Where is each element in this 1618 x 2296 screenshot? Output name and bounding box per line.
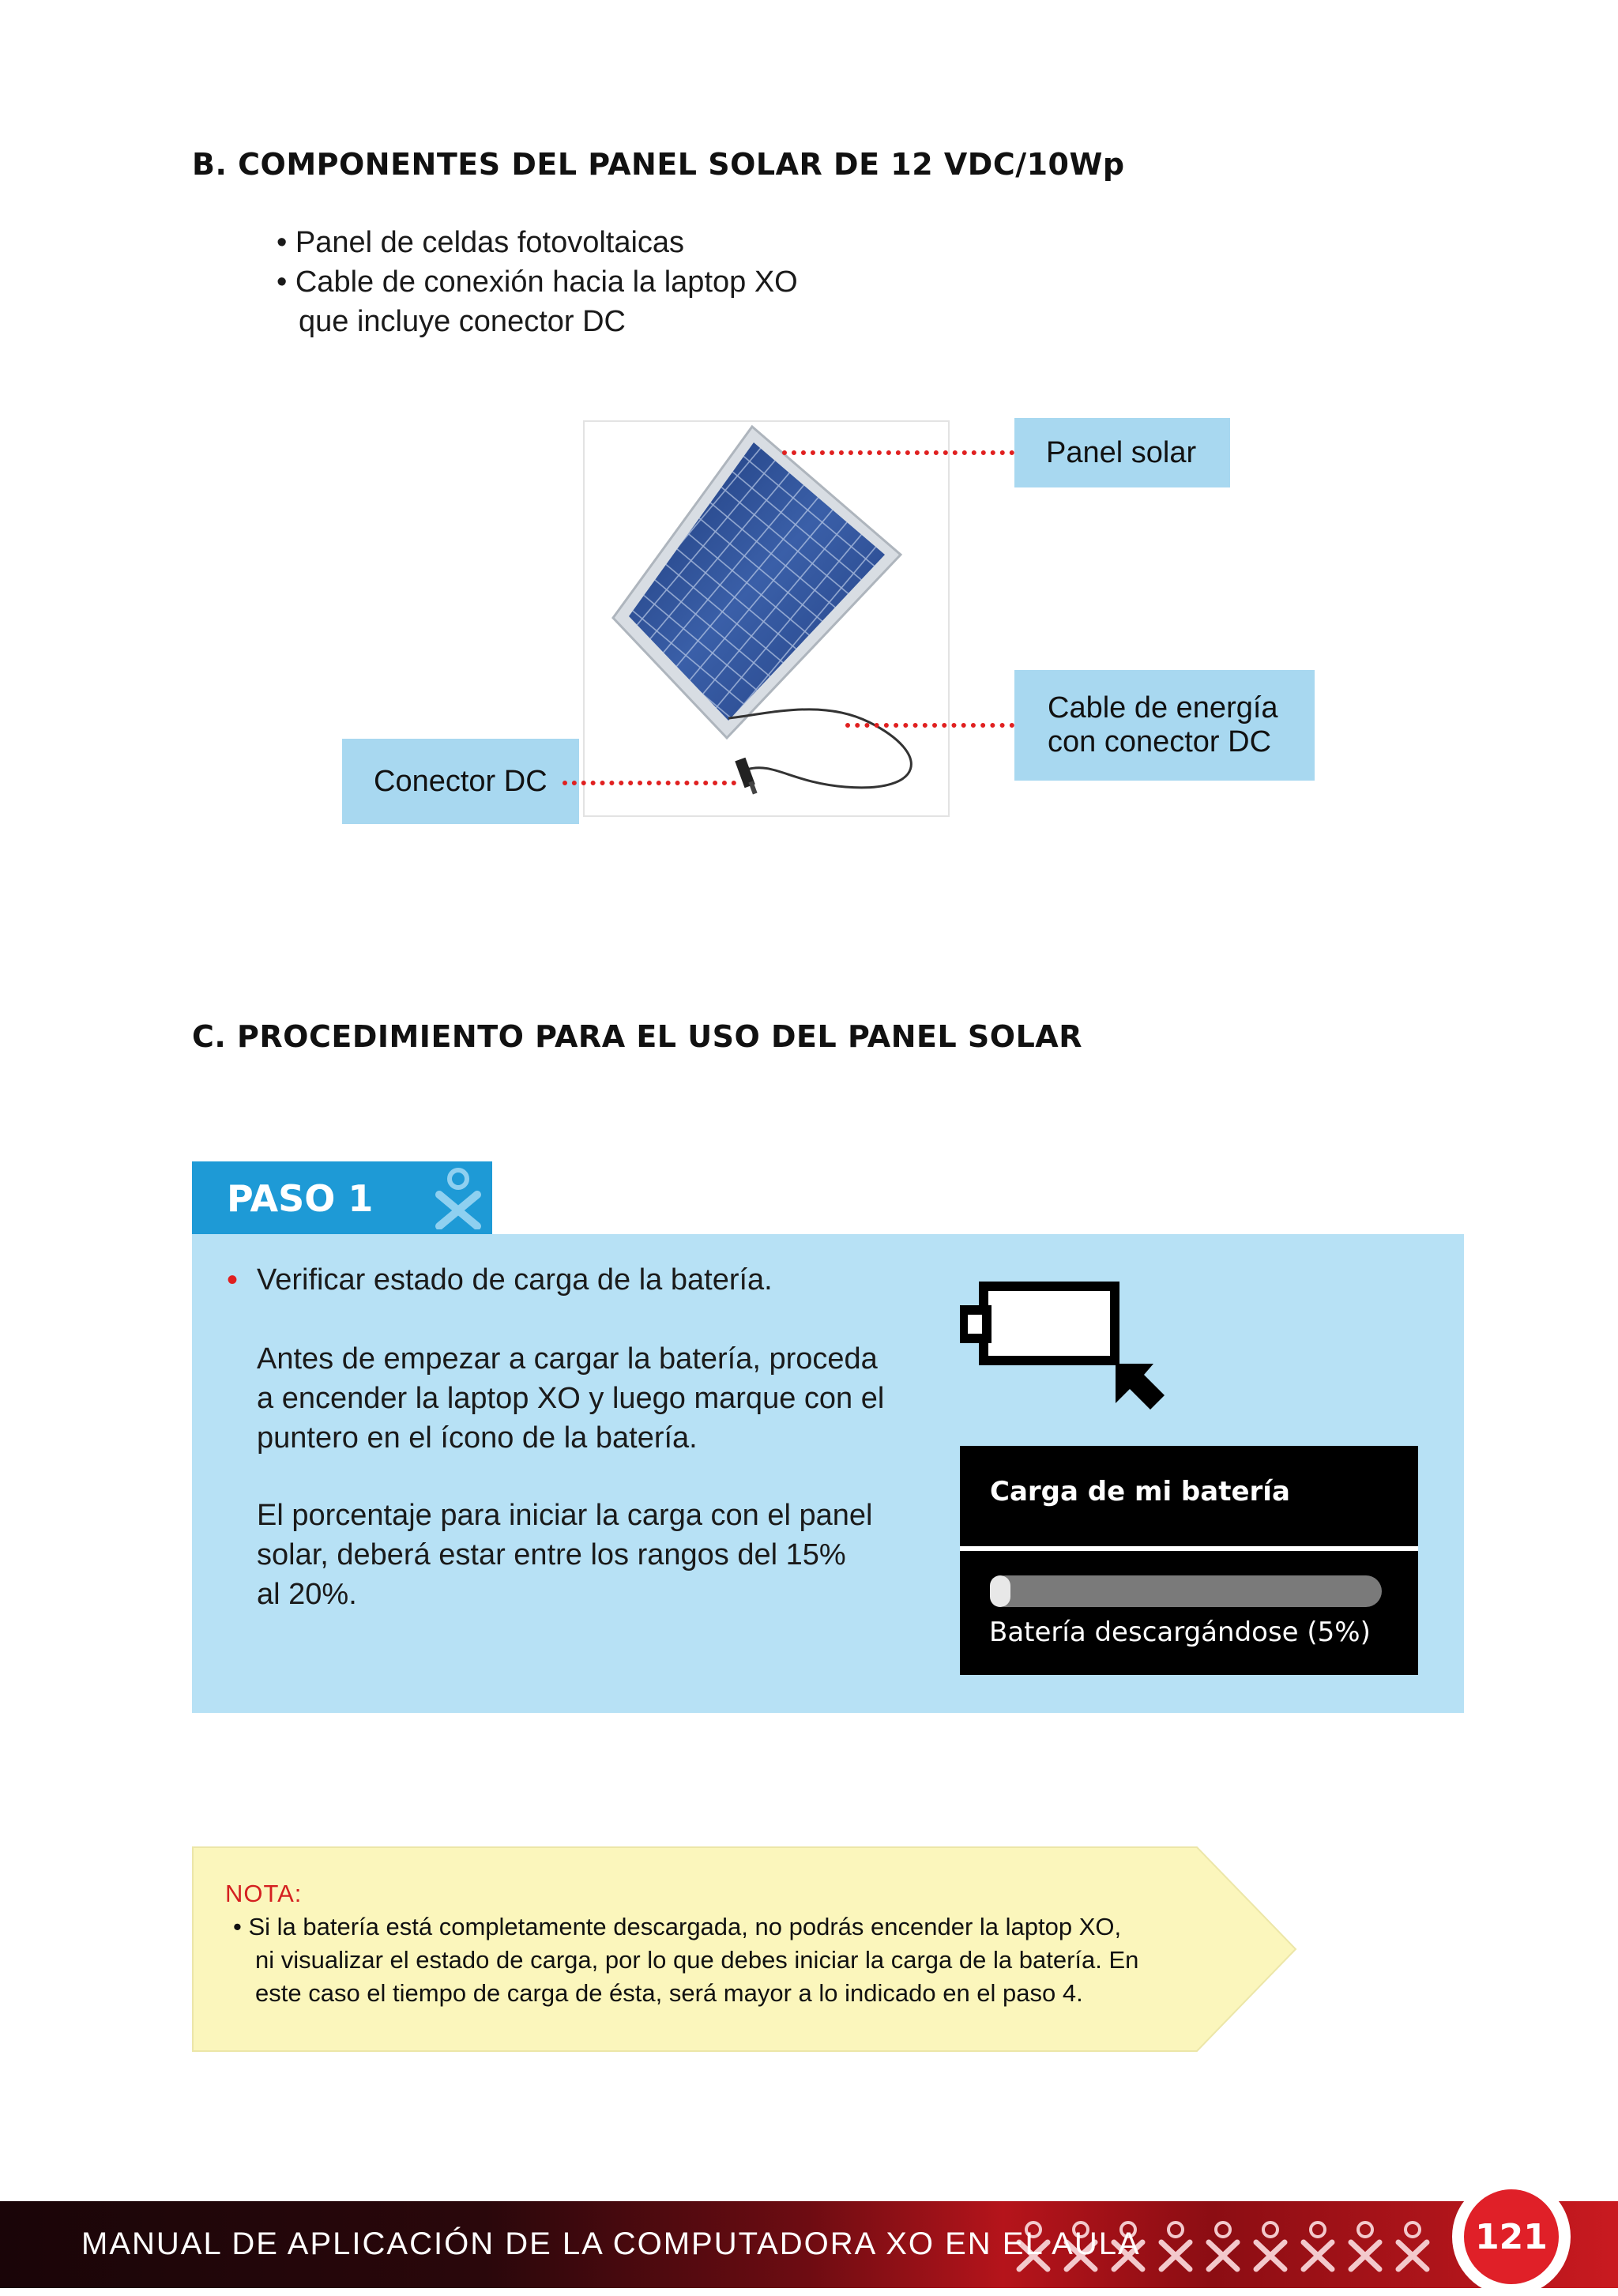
callout-panel-solar	[1014, 418, 1230, 487]
paragraph-line: El porcentaje para iniciar la carga con el panel	[257, 1499, 873, 1532]
page-number: 121	[1464, 2189, 1559, 2284]
paragraph-line: al 20%.	[257, 1578, 357, 1611]
paragraph-line: puntero en el ícono de la batería.	[257, 1421, 698, 1455]
callout-label: Cable de energía	[1048, 691, 1278, 725]
xo-figure-icon	[1304, 2223, 1332, 2269]
leader-line	[782, 450, 1014, 455]
solar-panel-illustration	[585, 422, 948, 815]
bullet-marker: •	[227, 1263, 239, 1297]
xo-figure-icon	[1209, 2223, 1237, 2269]
nota-content	[225, 1877, 1138, 2010]
leader-line	[563, 781, 736, 785]
bullet-item: • Panel de celdas fotovoltaicas	[277, 226, 685, 259]
nota-label: NOTA:	[225, 1880, 303, 1907]
paragraph-line: a encender la laptop XO y luego marque con el	[257, 1382, 885, 1415]
paso-item: Verificar estado de carga de la batería.	[257, 1263, 773, 1297]
nota-line: este caso el tiempo de carga de ésta, será mayor a lo indicado en el paso 4.	[255, 1979, 1083, 2007]
section-b-title: B. COMPONENTES DEL PANEL SOLAR DE 12 VDC/10Wp	[192, 147, 1125, 182]
callout-label: Conector DC	[374, 764, 547, 798]
xo-figure-icon	[1161, 2223, 1190, 2269]
xo-logo-icon	[433, 1168, 484, 1233]
cursor-arrow-icon	[1112, 1361, 1168, 1420]
paragraph-line: Antes de empezar a cargar la batería, proceda	[257, 1342, 878, 1376]
divider	[960, 1546, 1418, 1551]
callout-label: con conector DC	[1048, 725, 1272, 758]
paso-paragraph-2	[257, 1496, 872, 1614]
battery-progress-track	[990, 1575, 1382, 1607]
battery-title: Carga de mi batería	[990, 1476, 1290, 1507]
section-b-bullets	[277, 223, 798, 341]
section-c-title: C. PROCEDIMIENTO PARA EL USO DEL PANEL SOLAR	[192, 1019, 1082, 1054]
bullet-item: • Cable de conexión hacia la laptop XO	[277, 265, 798, 299]
battery-progress-fill	[990, 1575, 1010, 1607]
battery-status: Batería descargándose (5%)	[989, 1617, 1371, 1648]
leader-line	[845, 723, 1014, 728]
callout-cable	[1014, 670, 1315, 781]
callout-label: Panel solar	[1046, 435, 1197, 469]
paragraph-line: solar, deberá estar entre los rangos del 15%	[257, 1538, 846, 1571]
solar-panel-photo	[583, 420, 950, 817]
paso-paragraph-1	[257, 1339, 884, 1458]
bullet-item: que incluye conector DC	[299, 305, 626, 338]
xo-figure-icon	[1351, 2223, 1379, 2269]
xo-figure-icon	[1256, 2223, 1285, 2269]
paso-bullet	[227, 1260, 238, 1300]
callout-conector-dc	[342, 739, 579, 824]
paso-label: PASO 1	[227, 1177, 374, 1220]
xo-figure-icon	[1398, 2223, 1427, 2269]
nota-line: ni visualizar el estado de carga, por lo que debes iniciar la carga de la batería. En	[255, 1946, 1139, 1974]
page-number-badge	[1452, 2177, 1571, 2296]
nota-line: • Si la batería está completamente descargada, no podrás encender la laptop XO,	[233, 1913, 1122, 1940]
footer-title: MANUAL DE APLICACIÓN DE LA COMPUTADORA XO EN EL AULA	[81, 2226, 1141, 2261]
